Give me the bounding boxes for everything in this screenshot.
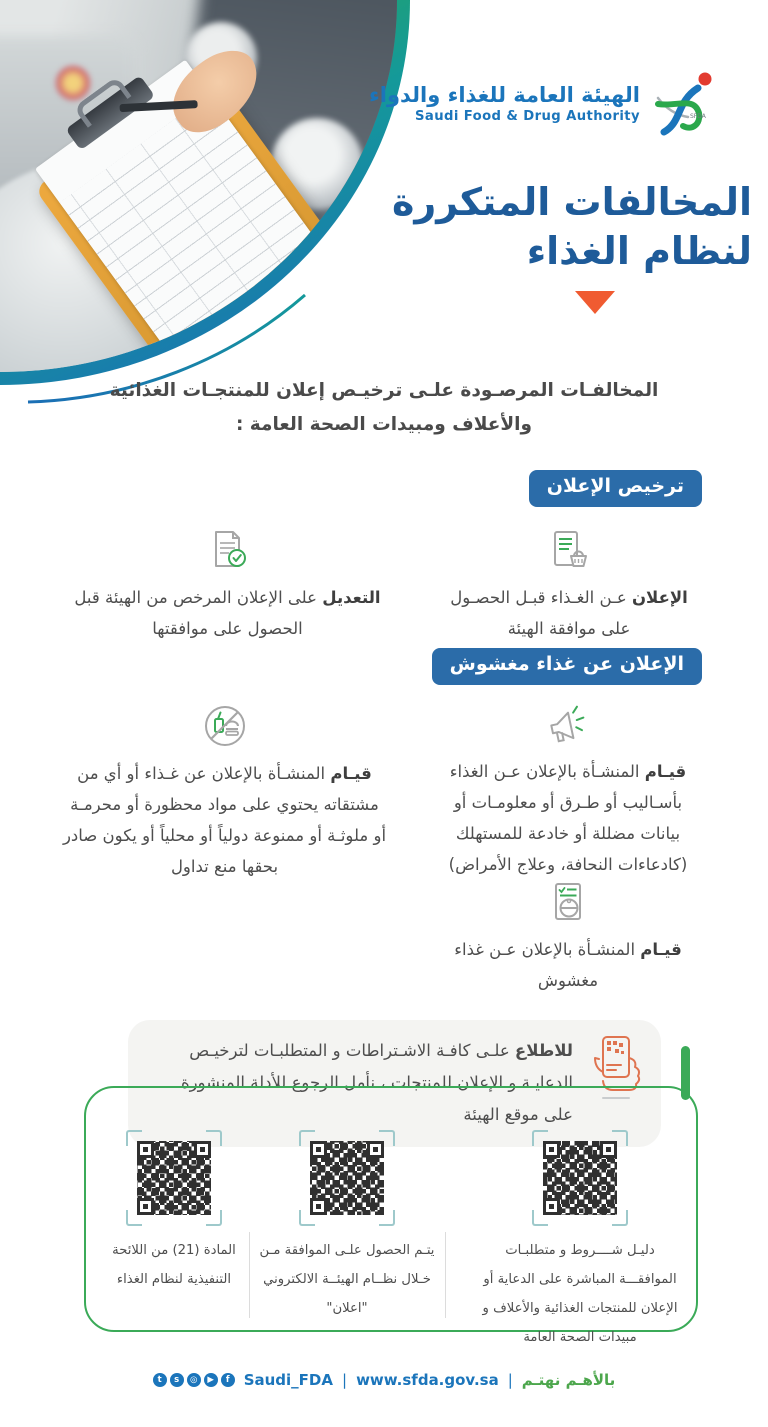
bold-lead: قيـام	[644, 762, 687, 781]
violation-item	[62, 702, 387, 882]
separator: |	[342, 1371, 348, 1389]
bold-lead: قيـام	[330, 764, 372, 783]
violation-text	[70, 582, 385, 644]
violation-text	[434, 582, 704, 644]
intro-paragraph	[60, 374, 708, 442]
section-badge-ad-licensing: ترخيص الإعلان	[529, 470, 702, 507]
violation-item	[432, 880, 704, 996]
logo-english-name: Saudi Food & Drug Authority	[415, 108, 640, 124]
no-junk-food-icon	[201, 702, 249, 750]
intro-line2: والأعلاف ومبيدات الصحة العامة :	[235, 414, 533, 436]
text-rest: المنشـأة بالإعلان عـن غذاء مغشوش	[454, 940, 641, 991]
svg-text:SFDA: SFDA	[690, 113, 706, 120]
logo-arabic-name: الهيئة العامة للغذاء والدواء	[369, 83, 640, 108]
violation-item	[432, 702, 704, 880]
qr-item-article-21	[98, 1130, 250, 1294]
text-rest: المنشـأة بالإعلان عـن الغذاء بأسـاليب أو طـرق أو معلومـات أو بيانات مضللة أو خادعة للمستهلك (كادعاءات النحافة، وعلاج الأمراض)	[448, 762, 688, 875]
qr-code[interactable]	[126, 1130, 222, 1226]
facebook-icon[interactable]: f	[221, 1373, 235, 1387]
violation-item	[70, 528, 385, 644]
down-arrow-icon	[575, 291, 615, 314]
violation-item	[434, 528, 704, 644]
snapchat-icon[interactable]: s	[170, 1373, 184, 1387]
title-line2: لنظام الغذاء	[526, 228, 752, 273]
text-rest: علـى كافـة الاشـتراطات و المتطلبـات لترخيـص الدعايـة و الإعلان للمنتجات ، نأمل الرجوع للأدلة المنشورة على موقع الهيئة	[181, 1041, 573, 1125]
qr-caption: المادة (21) من اللائحة التنفيذية لنظام الغذاء	[112, 1243, 236, 1288]
social-handle[interactable]: Saudi_FDA	[243, 1371, 333, 1389]
divider	[445, 1232, 446, 1318]
document-check-icon	[205, 528, 251, 574]
website-link[interactable]: www.sfda.gov.sa	[356, 1371, 499, 1389]
bold-lead: للاطلاع	[514, 1041, 573, 1060]
violation-text	[432, 756, 704, 880]
qr-item-ealan-system	[258, 1130, 436, 1323]
inspection-photo	[0, 0, 397, 372]
text-rest: على الإعلان المرخص من الهيئة قبل الحصول على موافقتها	[74, 588, 323, 639]
qr-caption: دليـل شــــروط و متطلبـات الموافقـــة المباشرة على الدعاية أو الإعلان للمنتجات الغذائية والأعلاف و مبيدات الصحة العامة	[482, 1243, 678, 1346]
footer	[0, 1371, 768, 1389]
title-line1: المخالفات المتكررة	[391, 180, 752, 224]
text-rest: المنشـأة بالإعلان عن غـذاء أو أي من مشتقاته يحتوي على مواد محظورة أو محرمـة أو ملوثـة أو ممنوعة دولياً أو محلياً أو يكون صادر بحقها منع تداول	[62, 764, 387, 877]
footer-slogan: بالأهـم نهتـم	[521, 1371, 616, 1389]
qr-pattern	[137, 1141, 211, 1215]
machine-knob	[56, 66, 90, 100]
qr-panel	[84, 1086, 698, 1346]
qr-code[interactable]	[532, 1130, 628, 1226]
violation-text	[62, 758, 387, 882]
megaphone-icon	[543, 702, 593, 748]
document-basket-icon	[545, 528, 593, 574]
text-rest: عـن الغـذاء قبـل الحصـول على موافقة الهيئة	[450, 588, 632, 639]
page-title	[392, 178, 752, 275]
qr-code[interactable]	[299, 1130, 395, 1226]
bold-lead: التعديل	[322, 588, 381, 607]
qr-pattern	[310, 1141, 384, 1215]
twitter-icon[interactable]: t	[153, 1373, 167, 1387]
violation-text	[432, 934, 704, 996]
divider	[249, 1232, 250, 1318]
qr-item-approval-guide	[476, 1130, 684, 1352]
qr-pattern	[543, 1141, 617, 1215]
section-badge-adulterated-food: الإعلان عن غذاء مغشوش	[432, 648, 702, 685]
instagram-icon[interactable]: ◎	[187, 1373, 201, 1387]
sfda-emblem-icon	[650, 66, 714, 140]
bold-lead: قيـام	[640, 940, 682, 959]
intro-line1: المخالفـات المرصـودة علـى ترخيـص إعلان للمنتجـات الغذائية	[109, 380, 659, 401]
social-icons	[153, 1373, 235, 1387]
sfda-logo	[369, 66, 714, 140]
bold-lead: الإعلان	[631, 588, 688, 607]
adulterated-food-document-icon	[545, 880, 591, 926]
separator: |	[507, 1371, 513, 1389]
youtube-icon[interactable]: ▶	[204, 1373, 218, 1387]
qr-caption: يتـم الحصول علـى الموافقة مـن خـلال نظــام الهيئــة الالكتروني "اعلان"	[259, 1243, 435, 1317]
